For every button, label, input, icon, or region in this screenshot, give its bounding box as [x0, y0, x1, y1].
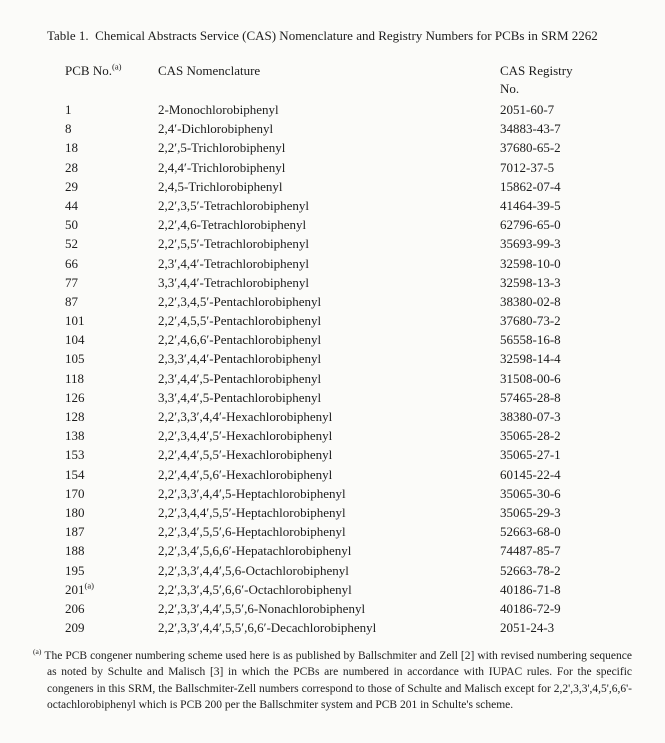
cas-nomenclature-cell: 2,2′,3,3′,4,4′,5,6-Octachlorobiphenyl	[158, 562, 349, 578]
pcb-number-cell	[65, 445, 158, 464]
cas-registry-cell: 35693-99-3	[500, 236, 561, 252]
cas-nomenclature-cell: 2,2′,3,4′,5,6,6′-Hepatachlorobiphenyl	[158, 543, 352, 559]
pcb-number: 105	[65, 351, 85, 367]
table-row	[65, 273, 640, 292]
cas-nomenclature-cell: 2,2′,3,5′-Tetrachlorobiphenyl	[158, 197, 309, 213]
cas-nomenclature-cell: 2,2′,4,4′,5,6′-Hexachlorobiphenyl	[158, 466, 333, 482]
pcb-number: 128	[65, 409, 85, 424]
cas-registry-cell: 40186-71-8	[500, 581, 561, 597]
cas-registry-cell: 52663-78-2	[500, 562, 561, 578]
cas-registry-cell: 56558-16-8	[500, 332, 561, 348]
footnote	[33, 648, 632, 714]
pcb-number: 87	[65, 293, 78, 309]
header-pcb-no	[65, 62, 158, 100]
table-header	[65, 62, 640, 100]
pcb-number: 50	[65, 217, 78, 233]
pcb-number-cell	[65, 177, 158, 196]
pcb-number-cell	[65, 369, 158, 388]
cas-nomenclature-cell: 2,2′,4,6,6′-Pentachlorobiphenyl	[158, 332, 322, 348]
footnote-marker: (a)	[33, 647, 42, 657]
cas-nomenclature-cell: 2,2′,4,5,5′-Pentachlorobiphenyl	[158, 313, 322, 329]
cas-registry-cell: 37680-65-2	[500, 140, 561, 156]
pcb-number-cell	[65, 234, 158, 253]
header-footnote-ref: (a)	[111, 61, 122, 72]
cas-nomenclature-cell: 2,2′,3,4,5′-Pentachlorobiphenyl	[158, 293, 322, 309]
cas-registry-cell: 57465-28-8	[500, 389, 561, 405]
table-row	[65, 445, 640, 464]
cas-nomenclature-cell: 2,2′,5-Trichlorobiphenyl	[158, 140, 286, 156]
pcb-number: 188	[65, 543, 85, 559]
pcb-number: 101	[65, 313, 85, 329]
table-row	[65, 484, 640, 503]
cas-nomenclature-cell: 2,2′,3,3′,4,4′-Hexachlorobiphenyl	[158, 409, 333, 424]
pcb-number-cell	[65, 196, 158, 215]
table-row	[65, 330, 640, 349]
cas-nomenclature-cell: 2,4,4′-Trichlorobiphenyl	[158, 159, 286, 175]
table-row	[65, 561, 640, 580]
table-row	[65, 369, 640, 388]
cas-nomenclature-cell: 2,2′,3,4′,5,5′,6-Heptachlorobiphenyl	[158, 524, 346, 540]
footnote-text: The PCB congener numbering scheme used here is as published by Ballschmiter and Zell [2] with revised numbering sequence as noted by Schulte and Malisch [3] in which the PCBs are numbered in accordance with IUPAC rules. For the specific congeners in this SRM, the Ballschmiter-Zell numbers correspond to those of Schulte and Malisch except for 2,2',3,3',4,5',6,6'-octachlorobiphenyl which is PCB 200 per the Ballschmiter system and PCB 201 in Schulte's scheme.	[44, 650, 632, 712]
pcb-number: 195	[65, 562, 85, 578]
cas-nomenclature-cell: 2,2′,3,3′,4,5′,6,6′-Octachlorobiphenyl	[158, 581, 352, 597]
cas-registry-cell: 52663-68-0	[500, 524, 561, 540]
cas-registry-cell: 2051-60-7	[500, 102, 555, 117]
cas-nomenclature-cell: 2,2′,3,4,4′,5,5′-Heptachlorobiphenyl	[158, 504, 346, 520]
pcb-number: 18	[65, 140, 78, 156]
cas-registry-cell: 62796-65-0	[500, 217, 561, 233]
table-row	[65, 254, 640, 273]
pcb-number-cell	[65, 599, 158, 618]
pcb-number: 66	[65, 255, 78, 271]
cas-nomenclature-cell: 2,3′,4,4′,5-Pentachlorobiphenyl	[158, 370, 322, 386]
pcb-number: 29	[65, 178, 78, 194]
table-title: Table 1. Chemical Abstracts Service (CAS) Nomenclature and Registry Numbers for PCBs in SRM 2262	[47, 28, 598, 43]
pcb-number-cell	[65, 388, 158, 407]
header-cas-registry-line1: CAS Registry	[500, 63, 573, 78]
cas-registry-cell: 38380-02-8	[500, 293, 561, 309]
pcb-number: 44	[65, 197, 78, 213]
cas-nomenclature-cell: 3,3′,4,4′-Tetrachlorobiphenyl	[158, 274, 309, 290]
cas-registry-cell: 32598-10-0	[500, 255, 561, 271]
header-pcb-no-label: PCB No.	[65, 63, 112, 78]
pcb-number-cell	[65, 465, 158, 484]
header-cas-registry	[500, 62, 640, 100]
table-row	[65, 292, 640, 311]
cas-registry-cell: 32598-13-3	[500, 274, 561, 290]
pcb-number-cell	[65, 119, 158, 138]
pcb-number-cell	[65, 138, 158, 157]
cas-registry-cell: 32598-14-4	[500, 351, 561, 367]
pcb-number-cell	[65, 311, 158, 330]
header-cas-registry-line2: No.	[500, 81, 520, 96]
table-row	[65, 522, 640, 541]
pcb-number: 1	[65, 102, 72, 117]
header-cas-nomenclature	[158, 62, 500, 100]
table-row	[65, 215, 640, 234]
cas-registry-cell: 60145-22-4	[500, 466, 561, 482]
pcb-number: 126	[65, 389, 85, 405]
pcb-number: 77	[65, 274, 78, 290]
cas-nomenclature-cell: 2,4′-Dichlorobiphenyl	[158, 121, 274, 137]
pcb-number-cell	[65, 330, 158, 349]
cas-nomenclature-cell: 2,2′,3,3′,4,4′,5,5′,6,6′-Decachlorobiphenyl	[158, 620, 377, 636]
pcb-number: 104	[65, 332, 85, 348]
cas-nomenclature-cell: 2,2′,4,6-Tetrachlorobiphenyl	[158, 217, 307, 233]
pcb-number-cell	[65, 426, 158, 445]
pcb-table	[65, 61, 640, 636]
cas-registry-cell: 35065-29-3	[500, 504, 561, 520]
cas-nomenclature-cell: 2-Monochlorobiphenyl	[158, 102, 279, 117]
pcb-number-cell	[65, 522, 158, 541]
cas-nomenclature-cell: 2,2′,3,3′,4,4′,5-Heptachlorobiphenyl	[158, 485, 346, 501]
cas-nomenclature-cell: 2,2′,4,4′,5,5′-Hexachlorobiphenyl	[158, 447, 333, 463]
table-row	[65, 158, 640, 177]
cas-registry-cell: 38380-07-3	[500, 409, 561, 424]
table-row	[65, 311, 640, 330]
cas-registry-cell: 35065-28-2	[500, 428, 561, 444]
cas-nomenclature-cell: 3,3′,4,4′,5-Pentachlorobiphenyl	[158, 389, 322, 405]
cas-registry-cell: 15862-07-4	[500, 178, 561, 194]
cas-registry-cell: 7012-37-5	[500, 159, 555, 175]
pcb-number-cell	[65, 349, 158, 368]
cas-nomenclature-cell: 2,2′,5,5′-Tetrachlorobiphenyl	[158, 236, 309, 252]
pcb-number-cell	[65, 407, 158, 426]
cas-nomenclature-cell: 2,2′,3,4,4′,5′-Hexachlorobiphenyl	[158, 428, 333, 444]
cas-nomenclature-cell: 2,3′,4,4′-Tetrachlorobiphenyl	[158, 255, 309, 271]
pcb-number: 154	[65, 466, 85, 482]
pcb-number-cell	[65, 618, 158, 637]
pcb-number: 28	[65, 159, 78, 175]
pcb-number-cell	[65, 292, 158, 311]
table-row	[65, 196, 640, 215]
table-row	[65, 465, 640, 484]
pcb-number: 180	[65, 504, 85, 520]
pcb-number-cell	[65, 541, 158, 560]
table-row	[65, 119, 640, 138]
table-row	[65, 426, 640, 445]
cas-registry-cell: 41464-39-5	[500, 197, 561, 213]
table-row	[65, 618, 640, 637]
cas-registry-cell: 35065-30-6	[500, 485, 561, 501]
cas-registry-cell: 74487-85-7	[500, 543, 561, 559]
cas-nomenclature-cell: 2,2′,3,3′,4,4′,5,5′,6-Nonachlorobiphenyl	[158, 600, 366, 616]
table-row	[65, 138, 640, 157]
pcb-number-cell	[65, 273, 158, 292]
pcb-number: 138	[65, 428, 85, 444]
table-row	[65, 349, 640, 368]
table-row	[65, 599, 640, 618]
table-row	[65, 541, 640, 560]
cas-registry-cell: 37680-73-2	[500, 313, 561, 329]
pcb-number-cell	[65, 254, 158, 273]
cas-nomenclature-cell: 2,3,3′,4,4′-Pentachlorobiphenyl	[158, 351, 322, 367]
table-row	[65, 388, 640, 407]
table-row	[65, 177, 640, 196]
table-row	[65, 100, 640, 119]
cas-nomenclature-cell: 2,4,5-Trichlorobiphenyl	[158, 178, 283, 194]
table-body	[65, 100, 640, 637]
pcb-number-cell	[65, 561, 158, 580]
pcb-number: 153	[65, 447, 85, 463]
pcb-number: 118	[65, 370, 85, 386]
pcb-number: 201	[65, 581, 85, 597]
pcb-number: 209	[65, 620, 85, 636]
pcb-number-cell	[65, 215, 158, 234]
table-row	[65, 503, 640, 522]
pcb-number: 206	[65, 600, 85, 616]
row-footnote-ref: (a)	[84, 580, 95, 591]
table-row	[65, 234, 640, 253]
pcb-number: 52	[65, 236, 78, 252]
table-row	[65, 580, 640, 599]
cas-registry-cell: 35065-27-1	[500, 447, 561, 463]
pcb-number-cell	[65, 503, 158, 522]
pcb-number-cell	[65, 158, 158, 177]
header-cas-nomenclature-label: CAS Nomenclature	[158, 63, 261, 78]
table-row	[65, 407, 640, 426]
pcb-number: 170	[65, 485, 85, 501]
pcb-number: 187	[65, 524, 85, 540]
cas-registry-cell: 34883-43-7	[500, 121, 561, 137]
pcb-number-cell	[65, 580, 158, 599]
cas-registry-cell: 40186-72-9	[500, 600, 561, 616]
cas-registry-cell: 2051-24-3	[500, 620, 555, 636]
cas-registry-cell: 31508-00-6	[500, 370, 561, 386]
pcb-number-cell	[65, 100, 158, 119]
pcb-number: 8	[65, 121, 72, 137]
pcb-number-cell	[65, 484, 158, 503]
